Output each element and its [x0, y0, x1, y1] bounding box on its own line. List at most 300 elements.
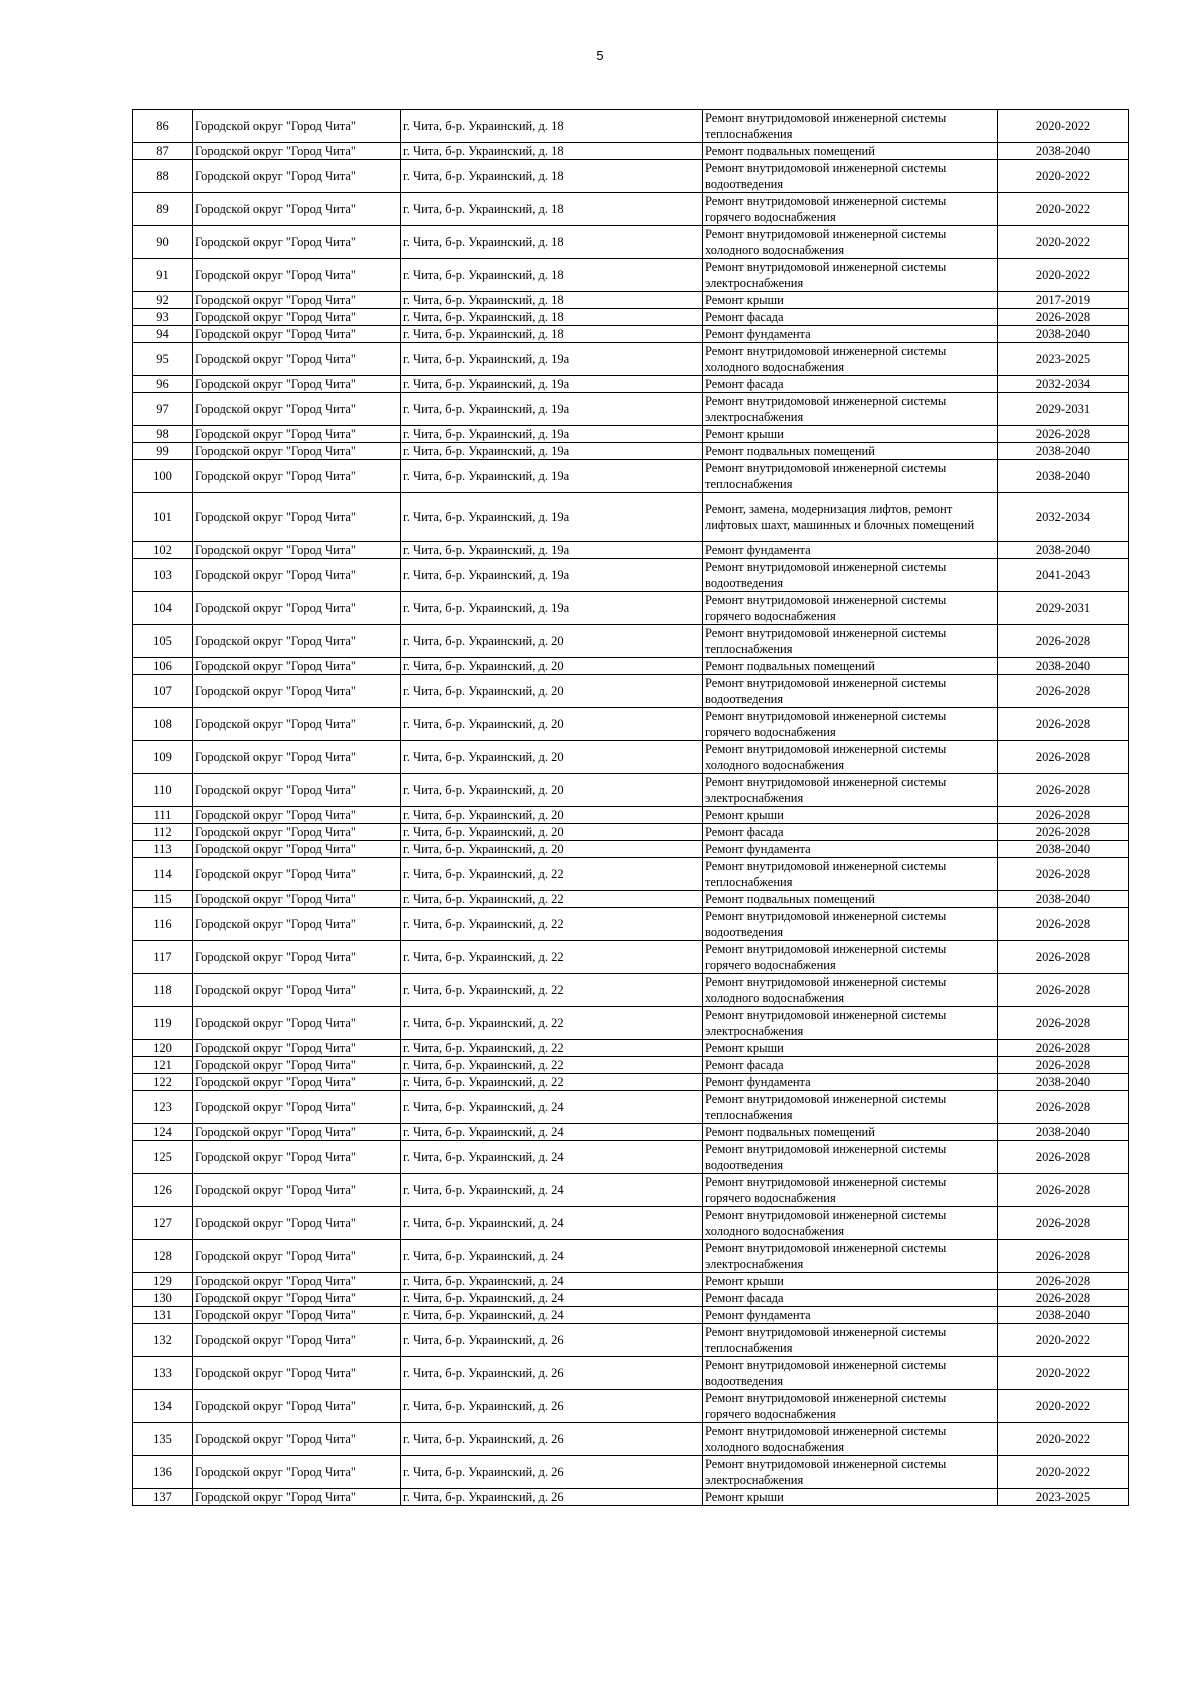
- row-number: 91: [133, 259, 193, 292]
- period-cell: 2038-2040: [998, 658, 1129, 675]
- period-cell: 2038-2040: [998, 1074, 1129, 1091]
- work-type-cell: Ремонт внутридомовой инженерной системы теплоснабжения: [703, 625, 998, 658]
- district-cell: Городской округ "Город Чита": [193, 1124, 401, 1141]
- work-type-cell: Ремонт внутридомовой инженерной системы горячего водоснабжения: [703, 941, 998, 974]
- period-cell: 2038-2040: [998, 841, 1129, 858]
- period-cell: 2020-2022: [998, 1456, 1129, 1489]
- district-cell: Городской округ "Город Чита": [193, 443, 401, 460]
- row-number: 115: [133, 891, 193, 908]
- work-type-cell: Ремонт фасада: [703, 309, 998, 326]
- work-type-cell: Ремонт, замена, модернизация лифтов, ремонт лифтовых шахт, машинных и блочных помещений: [703, 493, 998, 542]
- row-number: 100: [133, 460, 193, 493]
- period-cell: 2041-2043: [998, 559, 1129, 592]
- work-type-cell: Ремонт внутридомовой инженерной системы холодного водоснабжения: [703, 1423, 998, 1456]
- table-row: [133, 542, 1129, 559]
- period-cell: 2017-2019: [998, 292, 1129, 309]
- table-row: [133, 1290, 1129, 1307]
- period-cell: 2026-2028: [998, 1091, 1129, 1124]
- row-number: 122: [133, 1074, 193, 1091]
- table-row: [133, 1091, 1129, 1124]
- district-cell: Городской округ "Город Чита": [193, 1207, 401, 1240]
- period-cell: 2020-2022: [998, 226, 1129, 259]
- work-type-cell: Ремонт внутридомовой инженерной системы теплоснабжения: [703, 110, 998, 143]
- work-type-cell: Ремонт фундамента: [703, 1307, 998, 1324]
- period-cell: 2020-2022: [998, 193, 1129, 226]
- district-cell: Городской округ "Город Чита": [193, 376, 401, 393]
- district-cell: Городской округ "Город Чита": [193, 974, 401, 1007]
- address-cell: г. Чита, б-р. Украинский, д. 18: [401, 110, 703, 143]
- table-row: [133, 1357, 1129, 1390]
- table-row: [133, 1423, 1129, 1456]
- work-type-cell: Ремонт внутридомовой инженерной системы водоотведения: [703, 160, 998, 193]
- work-type-cell: Ремонт внутридомовой инженерной системы электроснабжения: [703, 1007, 998, 1040]
- row-number: 89: [133, 193, 193, 226]
- page-number: 5: [596, 48, 604, 63]
- period-cell: 2023-2025: [998, 343, 1129, 376]
- address-cell: г. Чита, б-р. Украинский, д. 19а: [401, 343, 703, 376]
- district-cell: Городской округ "Город Чита": [193, 559, 401, 592]
- table-row: [133, 841, 1129, 858]
- address-cell: г. Чита, б-р. Украинский, д. 26: [401, 1390, 703, 1423]
- address-cell: г. Чита, б-р. Украинский, д. 24: [401, 1091, 703, 1124]
- address-cell: г. Чита, б-р. Украинский, д. 22: [401, 974, 703, 1007]
- table-row: [133, 193, 1129, 226]
- address-cell: г. Чита, б-р. Украинский, д. 19а: [401, 559, 703, 592]
- period-cell: 2026-2028: [998, 1141, 1129, 1174]
- period-cell: 2029-2031: [998, 393, 1129, 426]
- work-type-cell: Ремонт подвальных помещений: [703, 891, 998, 908]
- table-row: [133, 343, 1129, 376]
- row-number: 130: [133, 1290, 193, 1307]
- work-type-cell: Ремонт подвальных помещений: [703, 143, 998, 160]
- table-row: [133, 941, 1129, 974]
- row-number: 103: [133, 559, 193, 592]
- period-cell: 2026-2028: [998, 1007, 1129, 1040]
- district-cell: Городской округ "Город Чита": [193, 1489, 401, 1506]
- address-cell: г. Чита, б-р. Украинский, д. 19а: [401, 460, 703, 493]
- table-row: [133, 974, 1129, 1007]
- table-row: [133, 708, 1129, 741]
- period-cell: 2026-2028: [998, 1273, 1129, 1290]
- table-row: [133, 891, 1129, 908]
- table-row: [133, 226, 1129, 259]
- table-row: [133, 1141, 1129, 1174]
- address-cell: г. Чита, б-р. Украинский, д. 19а: [401, 542, 703, 559]
- work-type-cell: Ремонт внутридомовой инженерной системы водоотведения: [703, 1357, 998, 1390]
- district-cell: Городской округ "Город Чита": [193, 658, 401, 675]
- table-row: [133, 160, 1129, 193]
- row-number: 86: [133, 110, 193, 143]
- address-cell: г. Чита, б-р. Украинский, д. 24: [401, 1141, 703, 1174]
- period-cell: 2020-2022: [998, 1423, 1129, 1456]
- table-row: [133, 559, 1129, 592]
- row-number: 108: [133, 708, 193, 741]
- row-number: 90: [133, 226, 193, 259]
- address-cell: г. Чита, б-р. Украинский, д. 18: [401, 160, 703, 193]
- district-cell: Городской округ "Город Чита": [193, 343, 401, 376]
- address-cell: г. Чита, б-р. Украинский, д. 18: [401, 259, 703, 292]
- row-number: 110: [133, 774, 193, 807]
- table-row: [133, 426, 1129, 443]
- work-type-cell: Ремонт подвальных помещений: [703, 443, 998, 460]
- district-cell: Городской округ "Город Чита": [193, 858, 401, 891]
- work-type-cell: Ремонт крыши: [703, 807, 998, 824]
- work-type-cell: Ремонт внутридомовой инженерной системы электроснабжения: [703, 1240, 998, 1273]
- table-row: [133, 259, 1129, 292]
- district-cell: Городской округ "Город Чита": [193, 841, 401, 858]
- district-cell: Городской округ "Город Чита": [193, 807, 401, 824]
- address-cell: г. Чита, б-р. Украинский, д. 20: [401, 658, 703, 675]
- work-type-cell: Ремонт внутридомовой инженерной системы холодного водоснабжения: [703, 974, 998, 1007]
- district-cell: Городской округ "Город Чита": [193, 393, 401, 426]
- work-type-cell: Ремонт внутридомовой инженерной системы горячего водоснабжения: [703, 193, 998, 226]
- table-row: [133, 741, 1129, 774]
- table-row: [133, 393, 1129, 426]
- period-cell: 2026-2028: [998, 1240, 1129, 1273]
- table-row: [133, 675, 1129, 708]
- table-row: [133, 658, 1129, 675]
- address-cell: г. Чита, б-р. Украинский, д. 24: [401, 1240, 703, 1273]
- address-cell: г. Чита, б-р. Украинский, д. 20: [401, 774, 703, 807]
- period-cell: 2026-2028: [998, 974, 1129, 1007]
- table-row: [133, 326, 1129, 343]
- table-row: [133, 824, 1129, 841]
- address-cell: г. Чита, б-р. Украинский, д. 22: [401, 908, 703, 941]
- district-cell: Городской округ "Город Чита": [193, 1007, 401, 1040]
- table-row: [133, 1307, 1129, 1324]
- table-row: [133, 1489, 1129, 1506]
- work-type-cell: Ремонт фасада: [703, 1290, 998, 1307]
- period-cell: 2038-2040: [998, 326, 1129, 343]
- address-cell: г. Чита, б-р. Украинский, д. 20: [401, 807, 703, 824]
- work-type-cell: Ремонт крыши: [703, 426, 998, 443]
- table-body: [133, 110, 1129, 1506]
- row-number: 133: [133, 1357, 193, 1390]
- table-row: [133, 493, 1129, 542]
- row-number: 136: [133, 1456, 193, 1489]
- row-number: 114: [133, 858, 193, 891]
- row-number: 97: [133, 393, 193, 426]
- period-cell: 2038-2040: [998, 1307, 1129, 1324]
- period-cell: 2026-2028: [998, 824, 1129, 841]
- address-cell: г. Чита, б-р. Украинский, д. 24: [401, 1207, 703, 1240]
- district-cell: Городской округ "Город Чита": [193, 110, 401, 143]
- district-cell: Городской округ "Город Чита": [193, 675, 401, 708]
- table-row: [133, 376, 1129, 393]
- table-row: [133, 443, 1129, 460]
- table-row: [133, 1057, 1129, 1074]
- period-cell: 2020-2022: [998, 1390, 1129, 1423]
- period-cell: 2032-2034: [998, 376, 1129, 393]
- address-cell: г. Чита, б-р. Украинский, д. 20: [401, 708, 703, 741]
- period-cell: 2026-2028: [998, 908, 1129, 941]
- work-type-cell: Ремонт внутридомовой инженерной системы холодного водоснабжения: [703, 343, 998, 376]
- row-number: 120: [133, 1040, 193, 1057]
- table-row: [133, 858, 1129, 891]
- row-number: 88: [133, 160, 193, 193]
- address-cell: г. Чита, б-р. Украинский, д. 19а: [401, 443, 703, 460]
- row-number: 124: [133, 1124, 193, 1141]
- period-cell: 2020-2022: [998, 110, 1129, 143]
- row-number: 129: [133, 1273, 193, 1290]
- table-row: [133, 143, 1129, 160]
- period-cell: 2020-2022: [998, 1357, 1129, 1390]
- address-cell: г. Чита, б-р. Украинский, д. 24: [401, 1290, 703, 1307]
- work-type-cell: Ремонт внутридомовой инженерной системы горячего водоснабжения: [703, 1174, 998, 1207]
- address-cell: г. Чита, б-р. Украинский, д. 20: [401, 824, 703, 841]
- address-cell: г. Чита, б-р. Украинский, д. 26: [401, 1489, 703, 1506]
- address-cell: г. Чита, б-р. Украинский, д. 26: [401, 1423, 703, 1456]
- address-cell: г. Чита, б-р. Украинский, д. 22: [401, 1057, 703, 1074]
- district-cell: Городской округ "Город Чита": [193, 292, 401, 309]
- period-cell: 2026-2028: [998, 1207, 1129, 1240]
- row-number: 127: [133, 1207, 193, 1240]
- period-cell: 2026-2028: [998, 309, 1129, 326]
- work-type-cell: Ремонт внутридомовой инженерной системы электроснабжения: [703, 1456, 998, 1489]
- period-cell: 2026-2028: [998, 807, 1129, 824]
- row-number: 109: [133, 741, 193, 774]
- address-cell: г. Чита, б-р. Украинский, д. 18: [401, 143, 703, 160]
- address-cell: г. Чита, б-р. Украинский, д. 22: [401, 1040, 703, 1057]
- address-cell: г. Чита, б-р. Украинский, д. 24: [401, 1273, 703, 1290]
- district-cell: Городской округ "Город Чита": [193, 226, 401, 259]
- period-cell: 2038-2040: [998, 891, 1129, 908]
- work-type-cell: Ремонт внутридомовой инженерной системы теплоснабжения: [703, 858, 998, 891]
- address-cell: г. Чита, б-р. Украинский, д. 19а: [401, 376, 703, 393]
- row-number: 96: [133, 376, 193, 393]
- district-cell: Городской округ "Город Чита": [193, 592, 401, 625]
- row-number: 105: [133, 625, 193, 658]
- address-cell: г. Чита, б-р. Украинский, д. 26: [401, 1357, 703, 1390]
- table-row: [133, 110, 1129, 143]
- row-number: 118: [133, 974, 193, 1007]
- period-cell: 2026-2028: [998, 774, 1129, 807]
- row-number: 134: [133, 1390, 193, 1423]
- district-cell: Городской округ "Город Чита": [193, 774, 401, 807]
- row-number: 102: [133, 542, 193, 559]
- district-cell: Городской округ "Город Чита": [193, 741, 401, 774]
- period-cell: 2020-2022: [998, 259, 1129, 292]
- work-type-cell: Ремонт подвальных помещений: [703, 1124, 998, 1141]
- period-cell: 2020-2022: [998, 1324, 1129, 1357]
- district-cell: Городской округ "Город Чита": [193, 708, 401, 741]
- district-cell: Городской округ "Город Чита": [193, 1057, 401, 1074]
- address-cell: г. Чита, б-р. Украинский, д. 24: [401, 1307, 703, 1324]
- work-type-cell: Ремонт фундамента: [703, 841, 998, 858]
- district-cell: Городской округ "Город Чита": [193, 193, 401, 226]
- table-row: [133, 1324, 1129, 1357]
- table-row: [133, 625, 1129, 658]
- work-type-cell: Ремонт внутридомовой инженерной системы водоотведения: [703, 675, 998, 708]
- work-type-cell: Ремонт крыши: [703, 292, 998, 309]
- row-number: 99: [133, 443, 193, 460]
- district-cell: Городской округ "Город Чита": [193, 1141, 401, 1174]
- work-type-cell: Ремонт внутридомовой инженерной системы водоотведения: [703, 908, 998, 941]
- period-cell: 2038-2040: [998, 542, 1129, 559]
- district-cell: Городской округ "Город Чита": [193, 143, 401, 160]
- district-cell: Городской округ "Город Чита": [193, 426, 401, 443]
- row-number: 119: [133, 1007, 193, 1040]
- work-type-cell: Ремонт внутридомовой инженерной системы теплоснабжения: [703, 1324, 998, 1357]
- table-row: [133, 1040, 1129, 1057]
- work-type-cell: Ремонт внутридомовой инженерной системы теплоснабжения: [703, 1091, 998, 1124]
- district-cell: Городской округ "Город Чита": [193, 1273, 401, 1290]
- district-cell: Городской округ "Город Чита": [193, 1240, 401, 1273]
- district-cell: Городской округ "Город Чита": [193, 1307, 401, 1324]
- address-cell: г. Чита, б-р. Украинский, д. 19а: [401, 393, 703, 426]
- district-cell: Городской округ "Город Чита": [193, 326, 401, 343]
- row-number: 107: [133, 675, 193, 708]
- work-type-cell: Ремонт внутридомовой инженерной системы теплоснабжения: [703, 460, 998, 493]
- work-type-cell: Ремонт внутридомовой инженерной системы горячего водоснабжения: [703, 708, 998, 741]
- district-cell: Городской округ "Город Чита": [193, 1174, 401, 1207]
- district-cell: Городской округ "Город Чита": [193, 891, 401, 908]
- address-cell: г. Чита, б-р. Украинский, д. 20: [401, 625, 703, 658]
- work-type-cell: Ремонт внутридомовой инженерной системы холодного водоснабжения: [703, 1207, 998, 1240]
- row-number: 121: [133, 1057, 193, 1074]
- period-cell: 2038-2040: [998, 460, 1129, 493]
- row-number: 125: [133, 1141, 193, 1174]
- address-cell: г. Чита, б-р. Украинский, д. 18: [401, 309, 703, 326]
- address-cell: г. Чита, б-р. Украинский, д. 22: [401, 1074, 703, 1091]
- work-type-cell: Ремонт крыши: [703, 1273, 998, 1290]
- address-cell: г. Чита, б-р. Украинский, д. 18: [401, 292, 703, 309]
- district-cell: Городской округ "Город Чита": [193, 1324, 401, 1357]
- district-cell: Городской округ "Город Чита": [193, 824, 401, 841]
- work-type-cell: Ремонт фасада: [703, 824, 998, 841]
- period-cell: 2026-2028: [998, 426, 1129, 443]
- address-cell: г. Чита, б-р. Украинский, д. 24: [401, 1174, 703, 1207]
- period-cell: 2026-2028: [998, 675, 1129, 708]
- work-type-cell: Ремонт фасада: [703, 1057, 998, 1074]
- address-cell: г. Чита, б-р. Украинский, д. 22: [401, 858, 703, 891]
- table-row: [133, 1456, 1129, 1489]
- address-cell: г. Чита, б-р. Украинский, д. 20: [401, 841, 703, 858]
- row-number: 131: [133, 1307, 193, 1324]
- table-row: [133, 460, 1129, 493]
- period-cell: 2020-2022: [998, 160, 1129, 193]
- row-number: 132: [133, 1324, 193, 1357]
- work-type-cell: Ремонт внутридомовой инженерной системы холодного водоснабжения: [703, 741, 998, 774]
- address-cell: г. Чита, б-р. Украинский, д. 18: [401, 226, 703, 259]
- period-cell: 2032-2034: [998, 493, 1129, 542]
- table-row: [133, 807, 1129, 824]
- work-type-cell: Ремонт внутридомовой инженерной системы холодного водоснабжения: [703, 226, 998, 259]
- row-number: 87: [133, 143, 193, 160]
- period-cell: 2026-2028: [998, 741, 1129, 774]
- address-cell: г. Чита, б-р. Украинский, д. 24: [401, 1124, 703, 1141]
- district-cell: Городской округ "Город Чита": [193, 1390, 401, 1423]
- row-number: 128: [133, 1240, 193, 1273]
- period-cell: 2026-2028: [998, 1290, 1129, 1307]
- work-type-cell: Ремонт внутридомовой инженерной системы электроснабжения: [703, 259, 998, 292]
- table-row: [133, 309, 1129, 326]
- district-cell: Городской округ "Город Чита": [193, 1357, 401, 1390]
- table-row: [133, 908, 1129, 941]
- address-cell: г. Чита, б-р. Украинский, д. 19а: [401, 426, 703, 443]
- period-cell: 2026-2028: [998, 1174, 1129, 1207]
- district-cell: Городской округ "Город Чита": [193, 493, 401, 542]
- row-number: 98: [133, 426, 193, 443]
- period-cell: 2023-2025: [998, 1489, 1129, 1506]
- table-row: [133, 1207, 1129, 1240]
- work-type-cell: Ремонт фасада: [703, 376, 998, 393]
- address-cell: г. Чита, б-р. Украинский, д. 20: [401, 675, 703, 708]
- row-number: 123: [133, 1091, 193, 1124]
- district-cell: Городской округ "Город Чита": [193, 1074, 401, 1091]
- address-cell: г. Чита, б-р. Украинский, д. 26: [401, 1324, 703, 1357]
- work-type-cell: Ремонт внутридомовой инженерной системы водоотведения: [703, 1141, 998, 1174]
- period-cell: 2026-2028: [998, 941, 1129, 974]
- address-cell: г. Чита, б-р. Украинский, д. 18: [401, 326, 703, 343]
- district-cell: Городской округ "Город Чита": [193, 460, 401, 493]
- address-cell: г. Чита, б-р. Украинский, д. 20: [401, 741, 703, 774]
- row-number: 101: [133, 493, 193, 542]
- address-cell: г. Чита, б-р. Украинский, д. 26: [401, 1456, 703, 1489]
- work-type-cell: Ремонт крыши: [703, 1040, 998, 1057]
- district-cell: Городской округ "Город Чита": [193, 309, 401, 326]
- district-cell: Городской округ "Город Чита": [193, 908, 401, 941]
- table-row: [133, 774, 1129, 807]
- table-row: [133, 1124, 1129, 1141]
- row-number: 104: [133, 592, 193, 625]
- period-cell: 2029-2031: [998, 592, 1129, 625]
- row-number: 135: [133, 1423, 193, 1456]
- table-row: [133, 1174, 1129, 1207]
- row-number: 95: [133, 343, 193, 376]
- address-cell: г. Чита, б-р. Украинский, д. 22: [401, 941, 703, 974]
- period-cell: 2026-2028: [998, 858, 1129, 891]
- work-type-cell: Ремонт внутридомовой инженерной системы электроснабжения: [703, 393, 998, 426]
- period-cell: 2038-2040: [998, 443, 1129, 460]
- row-number: 137: [133, 1489, 193, 1506]
- address-cell: г. Чита, б-р. Украинский, д. 18: [401, 193, 703, 226]
- row-number: 111: [133, 807, 193, 824]
- row-number: 113: [133, 841, 193, 858]
- table-row: [133, 1007, 1129, 1040]
- table-row: [133, 1074, 1129, 1091]
- work-type-cell: Ремонт подвальных помещений: [703, 658, 998, 675]
- row-number: 92: [133, 292, 193, 309]
- district-cell: Городской округ "Город Чита": [193, 1091, 401, 1124]
- row-number: 106: [133, 658, 193, 675]
- work-type-cell: Ремонт крыши: [703, 1489, 998, 1506]
- work-type-cell: Ремонт фундамента: [703, 1074, 998, 1091]
- period-cell: 2026-2028: [998, 1057, 1129, 1074]
- table-row: [133, 1390, 1129, 1423]
- district-cell: Городской округ "Город Чита": [193, 160, 401, 193]
- work-type-cell: Ремонт фундамента: [703, 326, 998, 343]
- work-type-cell: Ремонт внутридомовой инженерной системы водоотведения: [703, 559, 998, 592]
- address-cell: г. Чита, б-р. Украинский, д. 19а: [401, 592, 703, 625]
- row-number: 126: [133, 1174, 193, 1207]
- work-type-cell: Ремонт внутридомовой инженерной системы электроснабжения: [703, 774, 998, 807]
- address-cell: г. Чита, б-р. Украинский, д. 19а: [401, 493, 703, 542]
- table-row: [133, 1240, 1129, 1273]
- repair-schedule-table: [132, 109, 1129, 1506]
- row-number: 116: [133, 908, 193, 941]
- district-cell: Городской округ "Город Чита": [193, 1290, 401, 1307]
- work-type-cell: Ремонт внутридомовой инженерной системы горячего водоснабжения: [703, 592, 998, 625]
- work-type-cell: Ремонт внутридомовой инженерной системы горячего водоснабжения: [703, 1390, 998, 1423]
- district-cell: Городской округ "Город Чита": [193, 625, 401, 658]
- table-row: [133, 592, 1129, 625]
- work-type-cell: Ремонт фундамента: [703, 542, 998, 559]
- row-number: 93: [133, 309, 193, 326]
- district-cell: Городской округ "Город Чита": [193, 941, 401, 974]
- address-cell: г. Чита, б-р. Украинский, д. 22: [401, 891, 703, 908]
- district-cell: Городской округ "Город Чита": [193, 1423, 401, 1456]
